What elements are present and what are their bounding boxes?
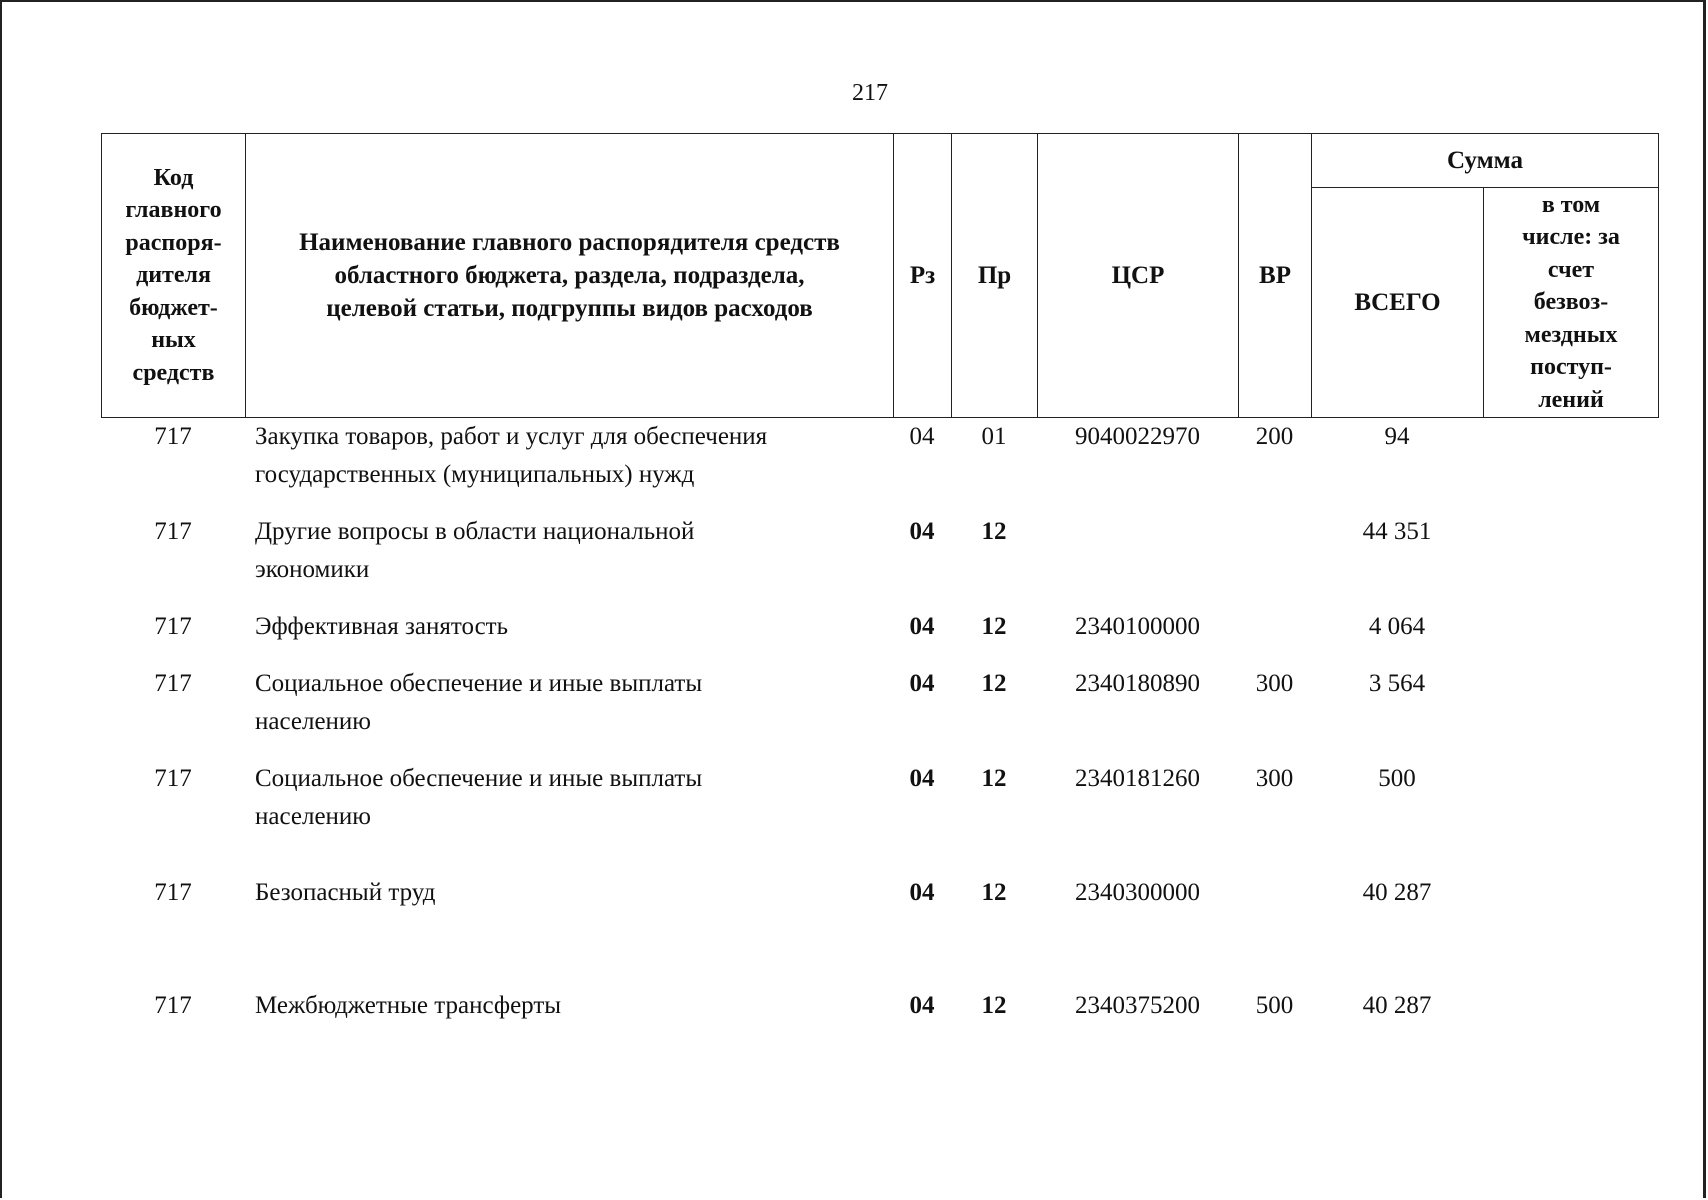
cell-name-line: населению [255, 708, 371, 735]
header-name [246, 134, 894, 418]
cell-name-line: Закупка товаров, работ и услуг для обеспечения [255, 423, 768, 450]
header-incl-line: поступ- [1530, 354, 1612, 381]
table-row [101, 608, 1658, 665]
cell-rz: 04 [909, 765, 935, 792]
cell-vr: 200 [1255, 423, 1294, 450]
cell-incl [1483, 513, 1658, 608]
cell-code: 717 [154, 518, 192, 545]
cell-vr [1238, 874, 1311, 987]
cell-name [245, 760, 893, 874]
header-code-line: средств [132, 359, 215, 386]
header-incl [1484, 188, 1659, 418]
cell-vr: 500 [1255, 992, 1294, 1019]
cell-name [245, 987, 893, 1047]
cell-code: 717 [154, 879, 192, 906]
cell-incl [1483, 874, 1658, 987]
cell-name-line: населению [255, 803, 371, 830]
table-body [101, 418, 1658, 1047]
cell-name [245, 874, 893, 987]
cell-code: 717 [154, 613, 192, 640]
cell-total: 500 [1378, 765, 1416, 792]
header-name-line: областного бюджета, раздела, подраздела, [334, 262, 805, 289]
cell-csr [1037, 513, 1238, 608]
cell-code: 717 [154, 992, 192, 1019]
cell-incl [1483, 608, 1658, 665]
cell-pr: 12 [981, 879, 1007, 906]
header-total: ВСЕГО [1312, 188, 1484, 418]
header-incl-line: лений [1538, 386, 1604, 413]
cell-csr: 9040022970 [1075, 423, 1200, 450]
cell-name-line: экономики [255, 556, 370, 583]
cell-pr: 12 [981, 518, 1007, 545]
header-incl-line: счет [1547, 256, 1595, 283]
cell-name-line: государственных (муниципальных) нужд [255, 461, 695, 488]
cell-incl [1483, 418, 1658, 513]
cell-pr: 12 [981, 670, 1007, 697]
cell-csr: 2340100000 [1075, 613, 1200, 640]
cell-name [245, 665, 893, 760]
cell-incl [1483, 665, 1658, 760]
table-row [101, 665, 1658, 760]
cell-name-line: Социальное обеспечение и иные выплаты [255, 670, 703, 697]
header-rz: Рз [894, 134, 952, 418]
table-row [101, 874, 1658, 987]
header-code-line: дителя [136, 262, 211, 289]
table-row [101, 513, 1658, 608]
cell-rz: 04 [909, 518, 935, 545]
table-header [101, 133, 1659, 418]
header-code-line: распоря- [125, 229, 222, 256]
header-csr: ЦСР [1038, 134, 1239, 418]
cell-total: 40 287 [1362, 879, 1432, 906]
header-code-line: Код [153, 164, 194, 191]
header-code [102, 134, 246, 418]
header-pr: Пр [952, 134, 1038, 418]
cell-vr [1238, 513, 1311, 608]
cell-vr: 300 [1255, 765, 1294, 792]
cell-code: 717 [154, 765, 192, 792]
cell-total: 44 351 [1362, 518, 1432, 545]
cell-csr: 2340300000 [1075, 879, 1200, 906]
cell-incl [1483, 760, 1658, 874]
page-number: 217 [852, 80, 888, 106]
header-sum: Сумма [1312, 134, 1659, 188]
cell-total: 4 064 [1368, 613, 1426, 640]
header-code-line: бюджет- [129, 294, 218, 321]
cell-pr: 12 [981, 992, 1007, 1019]
table-row [101, 987, 1658, 1047]
cell-pr: 12 [981, 613, 1007, 640]
cell-total: 40 287 [1362, 992, 1432, 1019]
header-code-line: главного [125, 197, 222, 224]
cell-code: 717 [154, 670, 192, 697]
cell-pr: 01 [981, 423, 1007, 450]
header-incl-line: в том [1541, 191, 1601, 218]
table-row [101, 418, 1658, 513]
cell-name [245, 513, 893, 608]
cell-rz: 04 [909, 613, 935, 640]
cell-rz: 04 [909, 879, 935, 906]
header-code-line: ных [151, 327, 196, 354]
cell-total: 94 [1384, 423, 1410, 450]
cell-name [245, 418, 893, 513]
table-row [101, 760, 1658, 874]
cell-vr: 300 [1255, 670, 1294, 697]
cell-total: 3 564 [1368, 670, 1426, 697]
cell-name-line: Межбюджетные трансферты [255, 992, 562, 1019]
header-incl-line: безвоз- [1533, 289, 1609, 316]
header-incl-line: числе: за [1522, 224, 1620, 251]
cell-vr [1238, 608, 1311, 665]
cell-name-line: Социальное обеспечение и иные выплаты [255, 765, 703, 792]
cell-incl [1483, 987, 1658, 1047]
cell-name-line: Другие вопросы в области национальной [255, 518, 695, 545]
header-vr: ВР [1239, 134, 1312, 418]
header-name-line: целевой статьи, подгруппы видов расходов [326, 295, 813, 322]
cell-name-line: Безопасный труд [255, 879, 436, 906]
cell-name-line: Эффективная занятость [255, 613, 508, 640]
cell-rz: 04 [909, 992, 935, 1019]
cell-csr: 2340181260 [1075, 765, 1200, 792]
cell-csr: 2340180890 [1075, 670, 1200, 697]
header-incl-line: мездных [1524, 321, 1618, 348]
cell-rz: 04 [909, 670, 935, 697]
header-name-line: Наименование главного распорядителя средств [299, 229, 840, 256]
cell-rz: 04 [909, 423, 935, 450]
cell-csr: 2340375200 [1075, 992, 1200, 1019]
cell-code: 717 [154, 423, 192, 450]
cell-pr: 12 [981, 765, 1007, 792]
cell-name [245, 608, 893, 665]
